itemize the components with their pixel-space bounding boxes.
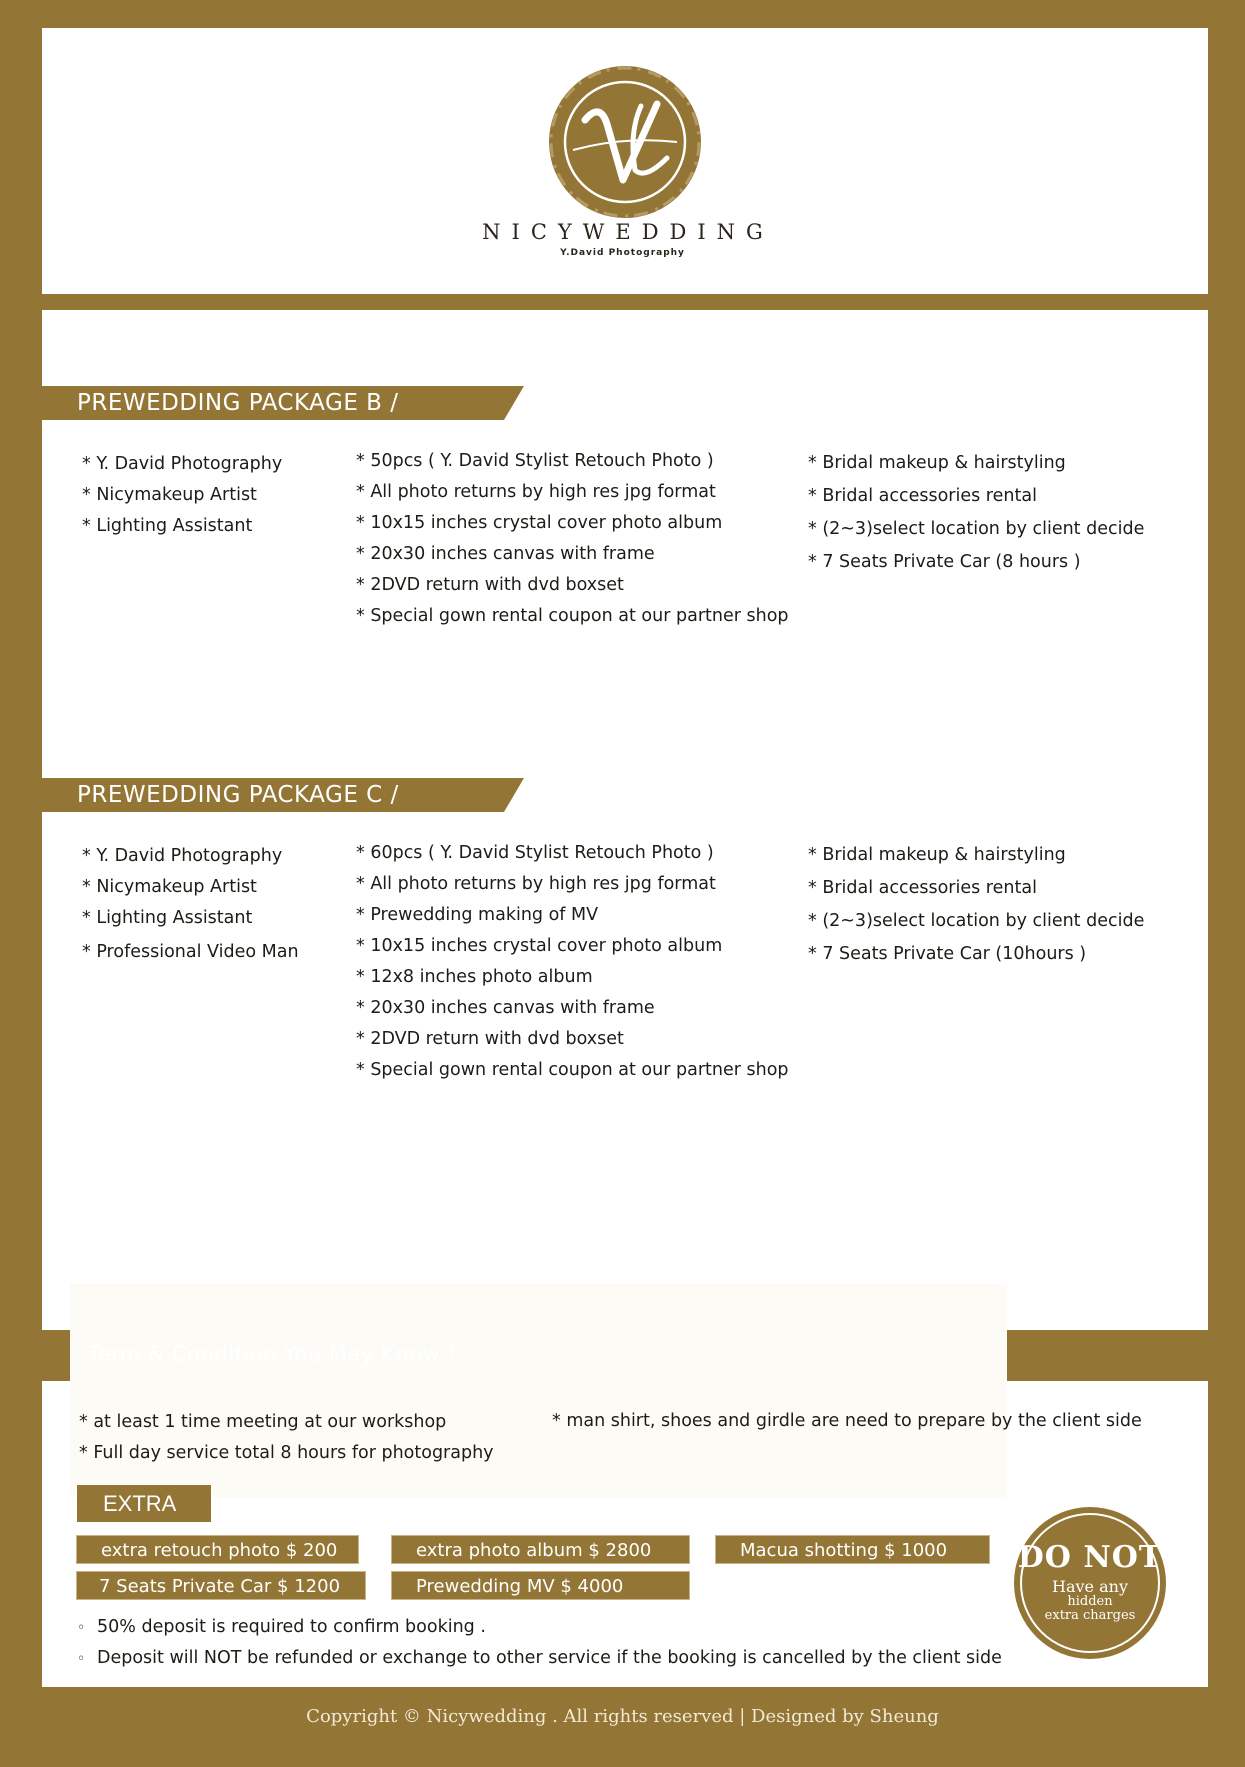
package-c-team-list — [82, 841, 299, 968]
stamp-line: extra charges — [1044, 1608, 1136, 1623]
extra-price-chip: extra photo album $ 2800 — [391, 1535, 690, 1564]
package-b-team-list — [82, 449, 282, 542]
background-band — [70, 1284, 1007, 1497]
term-item: * at least 1 time meeting at our workshop — [79, 1412, 447, 1432]
list-item: * 2DVD return with dvd boxset — [356, 1029, 624, 1049]
list-item: * 20x30 inches canvas with frame — [356, 544, 655, 564]
note-item — [77, 1648, 1002, 1668]
brand-name: NICYWEDDING — [482, 220, 774, 244]
bullet-icon: ◦ — [77, 1651, 86, 1667]
list-item: * (2~3)select location by client decide — [808, 519, 1145, 539]
term-item: * Full day service total 8 hours for photography — [79, 1443, 494, 1463]
list-item: * 50pcs ( Y. David Stylist Retouch Photo ) — [356, 451, 714, 471]
term-item: * man shirt, shoes and girdle are need to prepare by the client side — [552, 1411, 1142, 1431]
list-item: * Bridal accessories rental — [808, 878, 1037, 898]
list-item: * 10x15 inches crystal cover photo album — [356, 936, 723, 956]
list-item: * All photo returns by high res jpg format — [356, 482, 716, 502]
extra-price-chip: Macua shotting $ 1000 — [715, 1535, 990, 1564]
list-item: * 20x30 inches canvas with frame — [356, 998, 655, 1018]
package-c-title: PREWEDDING PACKAGE C / — [77, 782, 399, 808]
list-item: * 7 Seats Private Car (10hours ) — [808, 944, 1087, 964]
list-item: * Prewedding making of MV — [356, 905, 599, 925]
list-item: * Bridal accessories rental — [808, 486, 1037, 506]
package-b-banner — [42, 386, 524, 420]
list-item: * Special gown rental coupon at our partner shop — [356, 606, 789, 626]
stamp-line: hidden — [1067, 1594, 1113, 1609]
package-c-deliverables-list — [356, 838, 789, 1086]
stamp-line: Have any — [1052, 1577, 1128, 1596]
extra-label: EXTRA — [77, 1485, 211, 1522]
package-b-title: PREWEDDING PACKAGE B / — [77, 390, 399, 416]
package-c-banner — [42, 778, 524, 812]
no-hidden-charges-stamp — [1010, 1503, 1170, 1663]
list-item: * 7 Seats Private Car (8 hours ) — [808, 552, 1081, 572]
list-item: * Professional Video Man — [82, 942, 299, 962]
list-item: * 60pcs ( Y. David Stylist Retouch Photo ) — [356, 843, 714, 863]
list-item: * Special gown rental coupon at our partner shop — [356, 1060, 789, 1080]
footer-copyright: Copyright © Nicywedding . All rights reserved | Designed by Sheung — [306, 1706, 939, 1727]
list-item: * 12x8 inches photo album — [356, 967, 593, 987]
note-item — [77, 1617, 486, 1637]
extra-price-chip: Prewedding MV $ 4000 — [391, 1571, 690, 1600]
list-item: * Y. David Photography — [82, 454, 283, 474]
package-b-services-list — [808, 448, 1144, 580]
stamp-headline: DO NOT — [1017, 1540, 1163, 1575]
list-item: * Lighting Assistant — [82, 908, 253, 928]
bullet-icon: ◦ — [77, 1620, 86, 1636]
list-item: * Bridal makeup & hairstyling — [808, 845, 1066, 865]
brand-subtitle: Y.David Photography — [560, 248, 685, 258]
list-item: * 10x15 inches crystal cover photo album — [356, 513, 723, 533]
terms-title: Term & Condition You May Know ! — [88, 1342, 457, 1366]
extra-price-chip: extra retouch photo $ 200 — [76, 1535, 359, 1564]
note-text: 50% deposit is required to confirm booking . — [97, 1617, 486, 1637]
list-item: * Nicymakeup Artist — [82, 877, 257, 897]
list-item: * Bridal makeup & hairstyling — [808, 453, 1066, 473]
list-item: * 2DVD return with dvd boxset — [356, 575, 624, 595]
list-item: * Y. David Photography — [82, 846, 283, 866]
monogram-seal-icon — [545, 62, 705, 222]
note-text: Deposit will NOT be refunded or exchange to other service if the booking is cancelled by the client side — [97, 1648, 1002, 1668]
package-c-services-list — [808, 840, 1144, 972]
list-item: * Nicymakeup Artist — [82, 485, 257, 505]
extra-price-chip: 7 Seats Private Car $ 1200 — [76, 1571, 366, 1600]
list-item: * All photo returns by high res jpg format — [356, 874, 716, 894]
list-item: * Lighting Assistant — [82, 516, 253, 536]
list-item: * (2~3)select location by client decide — [808, 911, 1145, 931]
package-b-deliverables-list — [356, 446, 789, 632]
